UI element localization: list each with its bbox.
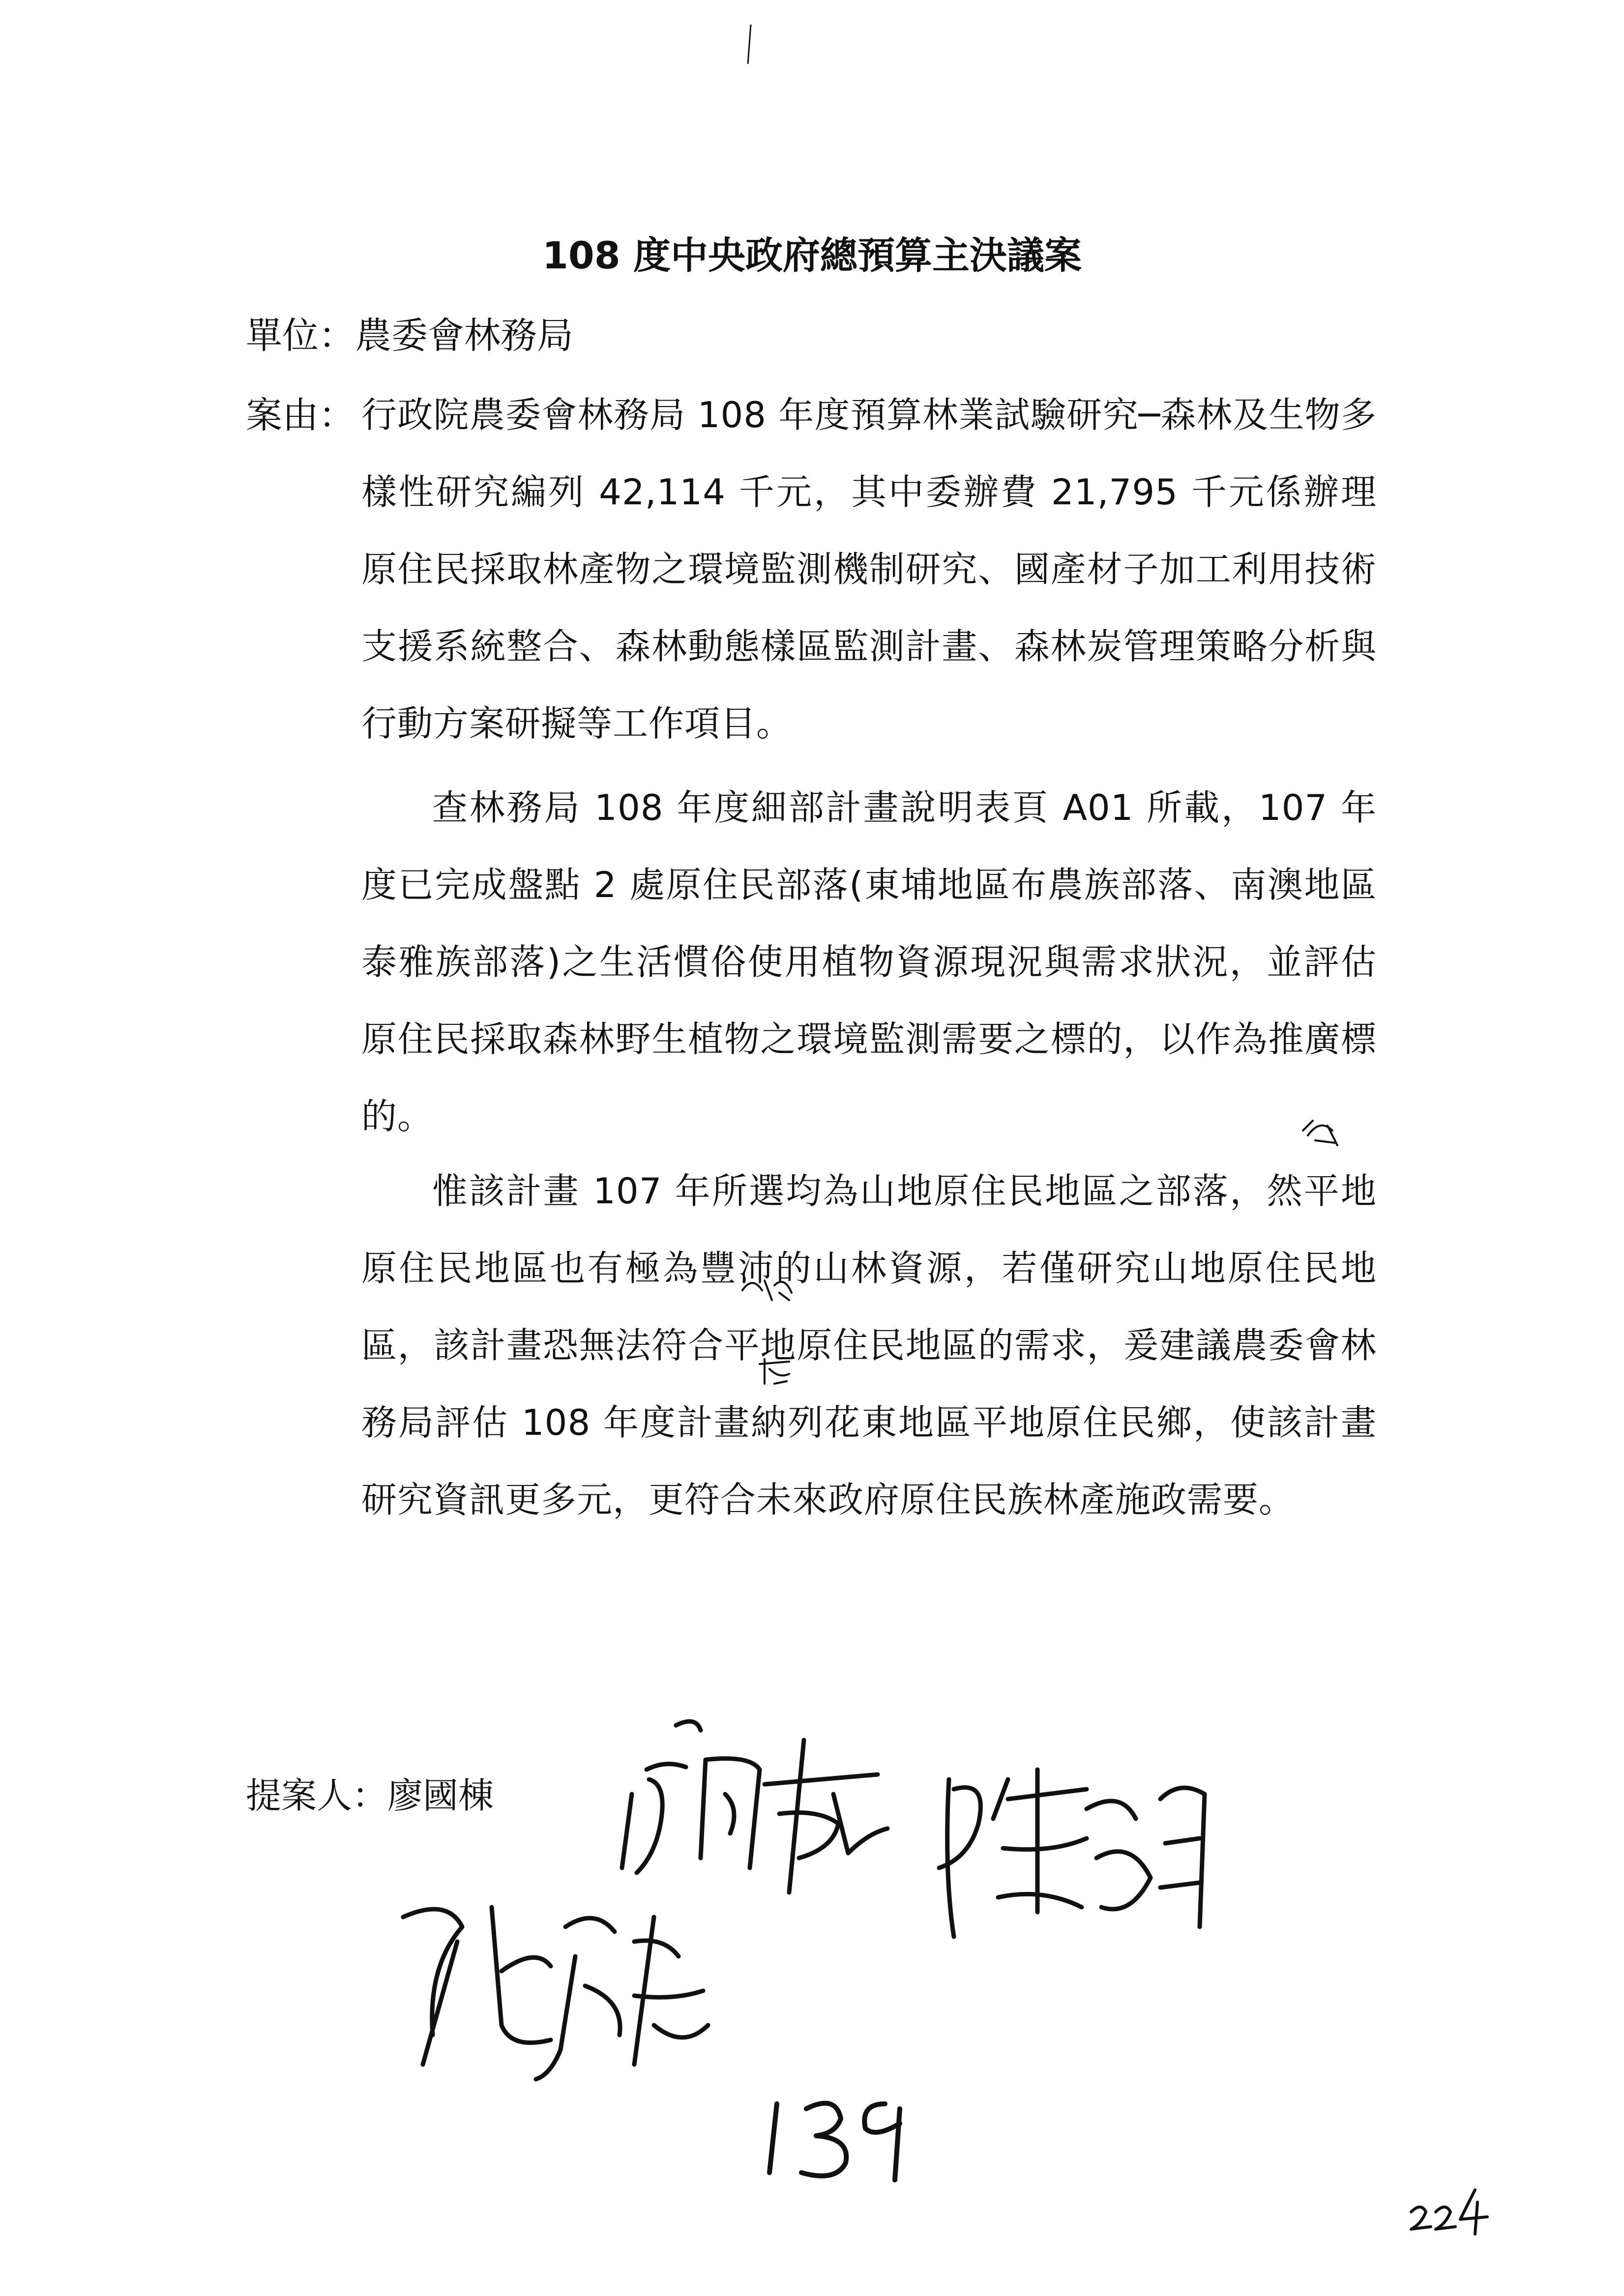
proposer-field bbox=[246, 1769, 494, 1823]
proposer-label: 提案人： bbox=[246, 1775, 388, 1816]
handwritten-page-number bbox=[757, 2084, 919, 2182]
unit-value: 農委會林務局 bbox=[355, 315, 573, 357]
proposer-name: 廖國棟 bbox=[387, 1775, 494, 1816]
signature-2 bbox=[924, 1750, 1219, 1966]
handwritten-correction-3 bbox=[755, 1354, 794, 1389]
reason-label: 案由： bbox=[246, 394, 355, 436]
unit-label: 單位： bbox=[246, 315, 355, 357]
handwritten-folio-number bbox=[1406, 2182, 1490, 2237]
finding-paragraph-1: 查林務局 108 年度細部計畫說明表頁 A01 所載，107 年度已完成盤點 2 處原住民部落(東埔地區布農族部落、南澳地區泰雅族部落)之生活慣俗使用植物資源現況與需求狀況，並評估原住民採取森林野生植物之環境監測需要之標的，以作為推廣標的。 bbox=[361, 787, 1377, 1137]
signature-3 bbox=[388, 1888, 733, 2089]
handwritten-correction-2 bbox=[738, 1271, 797, 1305]
stray-mark bbox=[745, 22, 755, 66]
page-title: 108 度中央政府總預算主決議案 bbox=[542, 233, 1082, 277]
reason-paragraph: 行政院農委會林務局 108 年度預算林業試驗研究─森林及生物多樣性研究編列 42,114 千元，其中委辦費 21,795 千元係辦理原住民採取林產物之環境監測機制研究、國產材子加工利用技術支援系統整合、森林動態樣區監測計畫、森林炭管理策略分析與行動方案研擬等工作項目。 bbox=[361, 394, 1377, 744]
finding-paragraph-2: 惟該計畫 107 年所選均為山地原住民地區之部落，然平地原住民地區也有極為豐沛的山林資源，若僅研究山地原住民地區，該計畫恐無法符合平地原住民地區的需求，爰建議農委會林務局評估 108 年度計畫納列花東地區平地原住民鄉，使該計畫研究資訊更多元，更符合未來政府原住民族林產施政需要。 bbox=[361, 1170, 1377, 1520]
unit-field bbox=[246, 309, 573, 363]
handwritten-correction-1 bbox=[1298, 1116, 1342, 1150]
signature-1 bbox=[602, 1711, 907, 1892]
